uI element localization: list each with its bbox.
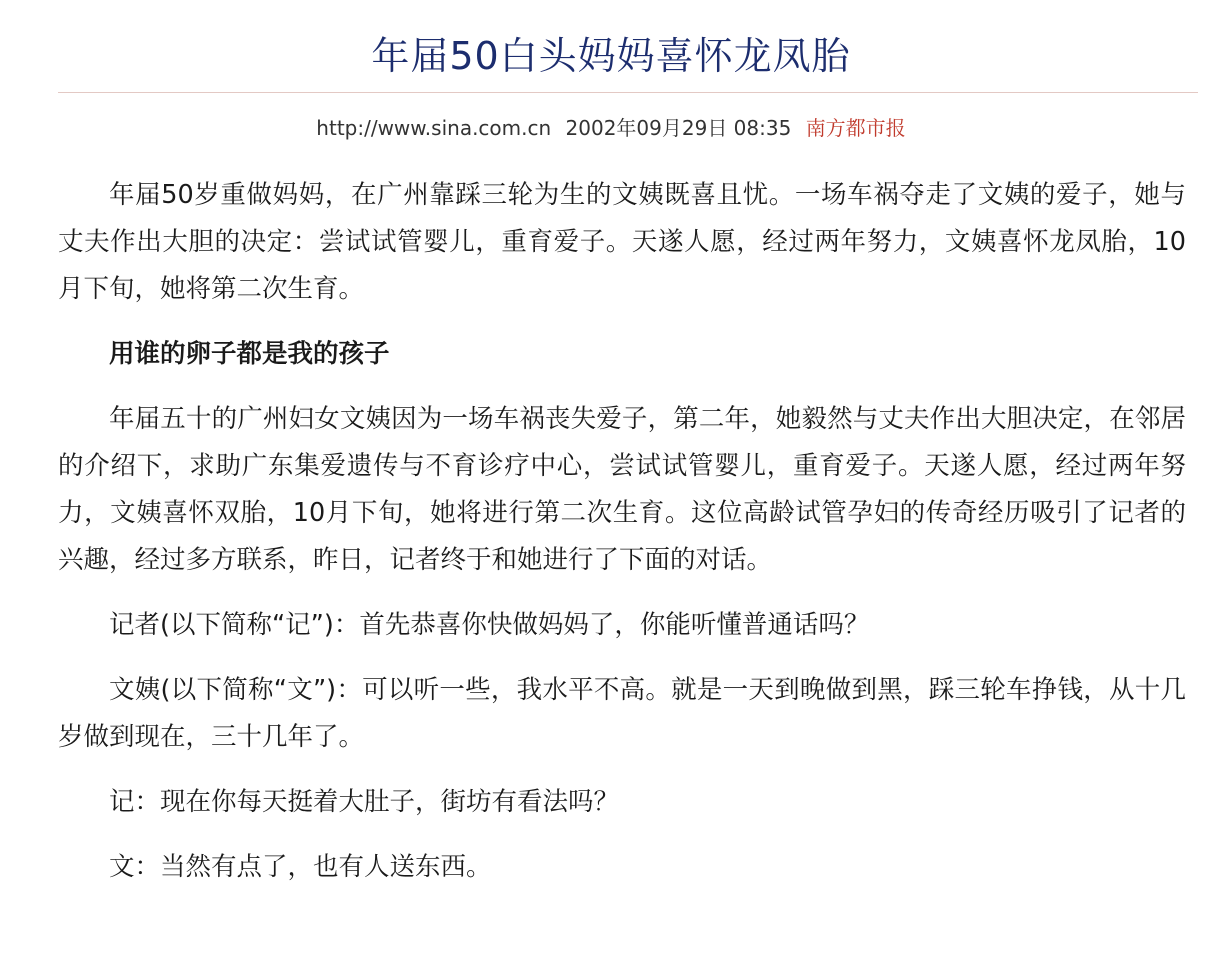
paragraph-a1: 文姨(以下简称“文”)：可以听一些，我水平不高。就是一天到晚做到黑，踩三轮车挣钱，从十几岁做到现在，三十几年了。 <box>58 675 1186 752</box>
paragraph-intro: 年届50岁重做妈妈，在广州靠踩三轮为生的文姨既喜且忧。一场车祸夺走了文姨的爱子，她与丈夫作出大胆的决定：尝试试管婴儿，重育爱子。天遂人愿，经过两年努力，文姨喜怀龙凤胎，10月下旬，她将第二次生育。 <box>58 180 1186 304</box>
paragraph-story: 年届五十的广州妇女文姨因为一场车祸丧失爱子，第二年，她毅然与丈夫作出大胆决定，在邻居的介绍下，求助广东集爱遗传与不育诊疗中心，尝试试管婴儿，重育爱子。天遂人愿，经过两年努力，文姨喜怀双胎，10月下旬，她将进行第二次生育。这位高龄试管孕妇的传奇经历吸引了记者的兴趣，经过多方联系，昨日，记者终于和她进行了下面的对话。 <box>58 404 1186 575</box>
article-title: 年届50白头妈妈喜怀龙凤胎 <box>371 34 851 78</box>
title-divider <box>58 92 1198 93</box>
subheading: 用谁的卵子都是我的孩子 <box>109 339 390 369</box>
paragraph-q2: 记：现在你每天挺着大肚子，街坊有看法吗？ <box>109 787 620 817</box>
paragraph-a2: 文：当然有点了，也有人送东西。 <box>109 852 492 882</box>
meta-datetime: 2002年09月29日 08:35 <box>565 116 792 140</box>
meta-source[interactable]: 南方都市报 <box>805 116 906 140</box>
paragraph-q1: 记者(以下简称“记”)：首先恭喜你快做妈妈了，你能听懂普通话吗？ <box>109 610 870 640</box>
meta-url[interactable]: http://www.sina.com.cn <box>316 116 552 140</box>
article-body <box>58 172 1186 909</box>
article-meta <box>0 113 1222 143</box>
